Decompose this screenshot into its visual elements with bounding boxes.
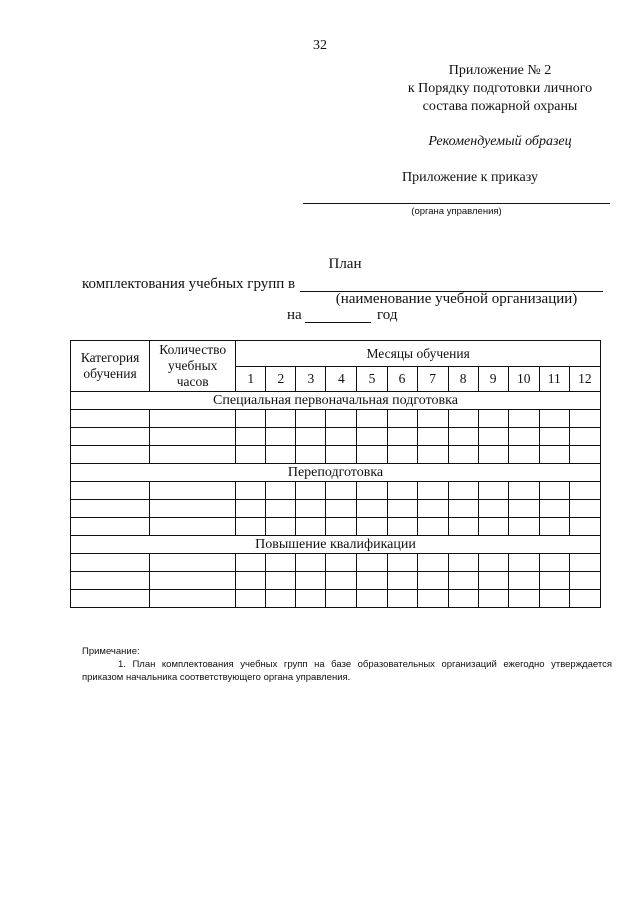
table-cell[interactable]: [266, 572, 296, 590]
table-cell[interactable]: [417, 554, 448, 572]
month-header-1: 1: [236, 367, 266, 392]
table-cell[interactable]: [569, 500, 600, 518]
table-cell[interactable]: [296, 590, 326, 608]
table-cell[interactable]: [417, 572, 448, 590]
table-cell[interactable]: [266, 482, 296, 500]
table-cell[interactable]: [387, 590, 417, 608]
table-cell[interactable]: [539, 500, 569, 518]
table-cell[interactable]: [236, 572, 266, 590]
table-cell[interactable]: [71, 554, 150, 572]
table-cell[interactable]: [71, 410, 150, 428]
table-cell[interactable]: [236, 482, 266, 500]
table-cell[interactable]: [266, 590, 296, 608]
table-cell[interactable]: [266, 410, 296, 428]
appendix-line-1: к Порядку подготовки личного: [407, 81, 593, 96]
header-months: Месяцы обучения: [236, 341, 601, 367]
table-cell[interactable]: [150, 590, 236, 608]
table-cell[interactable]: [326, 446, 357, 464]
header-hours-line-1: Количество: [159, 342, 227, 357]
table-cell[interactable]: [478, 482, 508, 500]
table-cell[interactable]: [417, 518, 448, 536]
institution-caption: (наименование учебной организации): [335, 291, 578, 307]
table-cell[interactable]: [569, 590, 600, 608]
table-cell[interactable]: [448, 590, 478, 608]
table-cell[interactable]: [266, 446, 296, 464]
table-cell[interactable]: [326, 554, 357, 572]
month-header-6: 6: [387, 367, 417, 392]
year-prefix: на: [287, 307, 302, 323]
table-cell[interactable]: [417, 482, 448, 500]
header-hours-line-3: часов: [176, 374, 209, 389]
table-cell[interactable]: [448, 572, 478, 590]
section-row: [71, 536, 601, 554]
table-cell[interactable]: [150, 428, 236, 446]
table-cell[interactable]: [71, 500, 150, 518]
table-cell[interactable]: [357, 500, 387, 518]
table-row: [71, 572, 601, 590]
header-hours: [150, 341, 236, 392]
table-cell[interactable]: [71, 518, 150, 536]
table-row: [71, 554, 601, 572]
plan-subtitle: комплектования учебных групп в: [82, 276, 296, 292]
month-header-2: 2: [266, 367, 296, 392]
month-header-7: 7: [417, 367, 448, 392]
org-signature-line: [303, 203, 610, 204]
table-cell[interactable]: [478, 446, 508, 464]
month-header-8: 8: [448, 367, 478, 392]
table-cell[interactable]: [387, 410, 417, 428]
table-cell[interactable]: [569, 446, 600, 464]
table-cell[interactable]: [150, 500, 236, 518]
table-cell[interactable]: [478, 572, 508, 590]
table-cell[interactable]: [508, 572, 539, 590]
table-cell[interactable]: [387, 554, 417, 572]
year-blank-line: [305, 322, 371, 323]
table-cell[interactable]: [296, 482, 326, 500]
table-cell[interactable]: [539, 590, 569, 608]
table-cell[interactable]: [296, 572, 326, 590]
table-cell[interactable]: [357, 554, 387, 572]
table-cell[interactable]: [478, 518, 508, 536]
table-cell[interactable]: [539, 554, 569, 572]
month-header-9: 9: [478, 367, 508, 392]
table-cell[interactable]: [539, 428, 569, 446]
table-cell[interactable]: [478, 428, 508, 446]
table-cell[interactable]: [266, 554, 296, 572]
table-cell[interactable]: [296, 446, 326, 464]
table-cell[interactable]: [539, 410, 569, 428]
table-cell[interactable]: [150, 518, 236, 536]
table-cell[interactable]: [478, 500, 508, 518]
table-cell[interactable]: [326, 518, 357, 536]
table-cell[interactable]: [296, 428, 326, 446]
table-cell[interactable]: [326, 500, 357, 518]
table-cell[interactable]: [387, 572, 417, 590]
table-cell[interactable]: [508, 500, 539, 518]
table-cell[interactable]: [236, 500, 266, 518]
table-cell[interactable]: [539, 482, 569, 500]
table-cell[interactable]: [387, 518, 417, 536]
plan-title: План: [328, 256, 362, 272]
table-cell[interactable]: [357, 482, 387, 500]
table-cell[interactable]: [266, 428, 296, 446]
table-row: [71, 410, 601, 428]
table-cell[interactable]: [417, 590, 448, 608]
table-cell[interactable]: [508, 446, 539, 464]
table-cell[interactable]: [71, 590, 150, 608]
table-cell[interactable]: [236, 446, 266, 464]
table-cell[interactable]: [478, 410, 508, 428]
table-cell[interactable]: [387, 482, 417, 500]
table-cell[interactable]: [150, 554, 236, 572]
table-cell[interactable]: [417, 410, 448, 428]
table-cell[interactable]: [71, 446, 150, 464]
table-cell[interactable]: [357, 428, 387, 446]
appendix-title: Приложение № 2: [448, 63, 552, 78]
appendix-line-2: состава пожарной охраны: [422, 99, 578, 114]
table-cell[interactable]: [448, 410, 478, 428]
table-cell[interactable]: [236, 428, 266, 446]
table-cell[interactable]: [387, 428, 417, 446]
section-row: [71, 392, 601, 410]
table-cell[interactable]: [326, 590, 357, 608]
table-cell[interactable]: [539, 518, 569, 536]
table-cell[interactable]: [448, 446, 478, 464]
notes-item-1: 1. План комплектования учебных групп на базе образовательных организаций ежегодно утверждается приказом начальника соответствующего органа управления.: [82, 659, 612, 683]
month-header-3: 3: [296, 367, 326, 392]
table-cell[interactable]: [539, 572, 569, 590]
table-cell[interactable]: [387, 446, 417, 464]
notes-heading: Примечание:: [82, 646, 140, 657]
table-cell[interactable]: [296, 518, 326, 536]
table-cell[interactable]: [357, 446, 387, 464]
table-cell[interactable]: [387, 500, 417, 518]
table-cell[interactable]: [448, 482, 478, 500]
month-header-10: 10: [508, 367, 539, 392]
table-cell[interactable]: [71, 482, 150, 500]
month-header-11: 11: [539, 367, 569, 392]
section-title: Специальная первоначальная подготовка: [71, 392, 601, 410]
table-cell[interactable]: [296, 500, 326, 518]
table-cell[interactable]: [266, 500, 296, 518]
month-header-12: 12: [569, 367, 600, 392]
recommended-sample-label: Рекомендуемый образец: [428, 134, 572, 149]
table-cell[interactable]: [448, 428, 478, 446]
table-cell[interactable]: [508, 518, 539, 536]
table-cell[interactable]: [357, 518, 387, 536]
month-header-4: 4: [326, 367, 357, 392]
table-cell[interactable]: [236, 410, 266, 428]
table-cell[interactable]: [71, 428, 150, 446]
table-row: [71, 518, 601, 536]
table-cell[interactable]: [508, 482, 539, 500]
table-cell[interactable]: [326, 410, 357, 428]
table-cell[interactable]: [569, 482, 600, 500]
table-cell[interactable]: [357, 590, 387, 608]
month-header-5: 5: [357, 367, 387, 392]
table-cell[interactable]: [448, 518, 478, 536]
table-row: [71, 590, 601, 608]
org-caption: (органа управления): [411, 206, 502, 217]
table-row: [71, 446, 601, 464]
training-plan-table: [70, 340, 601, 608]
table-cell[interactable]: [150, 572, 236, 590]
table-cell[interactable]: [357, 572, 387, 590]
table-cell[interactable]: [569, 410, 600, 428]
year-suffix: год: [377, 307, 398, 323]
table-row: [71, 428, 601, 446]
page-number: 32: [313, 38, 327, 53]
table-cell[interactable]: [569, 518, 600, 536]
table-cell[interactable]: [71, 572, 150, 590]
table-cell[interactable]: [569, 428, 600, 446]
order-appendix-label: Приложение к приказу: [402, 170, 538, 185]
table-row: [71, 482, 601, 500]
table-cell[interactable]: [357, 410, 387, 428]
table-cell[interactable]: [236, 590, 266, 608]
table-cell[interactable]: [236, 554, 266, 572]
table-cell[interactable]: [296, 410, 326, 428]
header-category: [71, 341, 150, 392]
table-cell[interactable]: [539, 446, 569, 464]
table-cell[interactable]: [478, 554, 508, 572]
table-cell[interactable]: [326, 482, 357, 500]
table-cell[interactable]: [236, 518, 266, 536]
header-category-line-1: Категория: [80, 350, 140, 365]
table-row: [71, 500, 601, 518]
header-category-line-2: обучения: [83, 366, 137, 381]
section-title: Переподготовка: [71, 464, 601, 482]
table-cell[interactable]: [150, 482, 236, 500]
table-cell[interactable]: [150, 410, 236, 428]
table-cell[interactable]: [417, 500, 448, 518]
table-cell[interactable]: [508, 590, 539, 608]
table-cell[interactable]: [326, 572, 357, 590]
table-cell[interactable]: [150, 446, 236, 464]
table-cell[interactable]: [326, 428, 357, 446]
table-cell[interactable]: [569, 572, 600, 590]
table-cell[interactable]: [508, 410, 539, 428]
header-hours-line-2: учебных: [167, 358, 218, 373]
table-cell[interactable]: [417, 446, 448, 464]
table-cell[interactable]: [508, 554, 539, 572]
table-cell[interactable]: [478, 590, 508, 608]
table-cell[interactable]: [508, 428, 539, 446]
section-row: [71, 464, 601, 482]
table-cell[interactable]: [296, 554, 326, 572]
table-cell[interactable]: [569, 554, 600, 572]
section-title: Повышение квалификации: [71, 536, 601, 554]
table-cell[interactable]: [417, 428, 448, 446]
table-cell[interactable]: [266, 518, 296, 536]
table-cell[interactable]: [448, 554, 478, 572]
table-cell[interactable]: [448, 500, 478, 518]
